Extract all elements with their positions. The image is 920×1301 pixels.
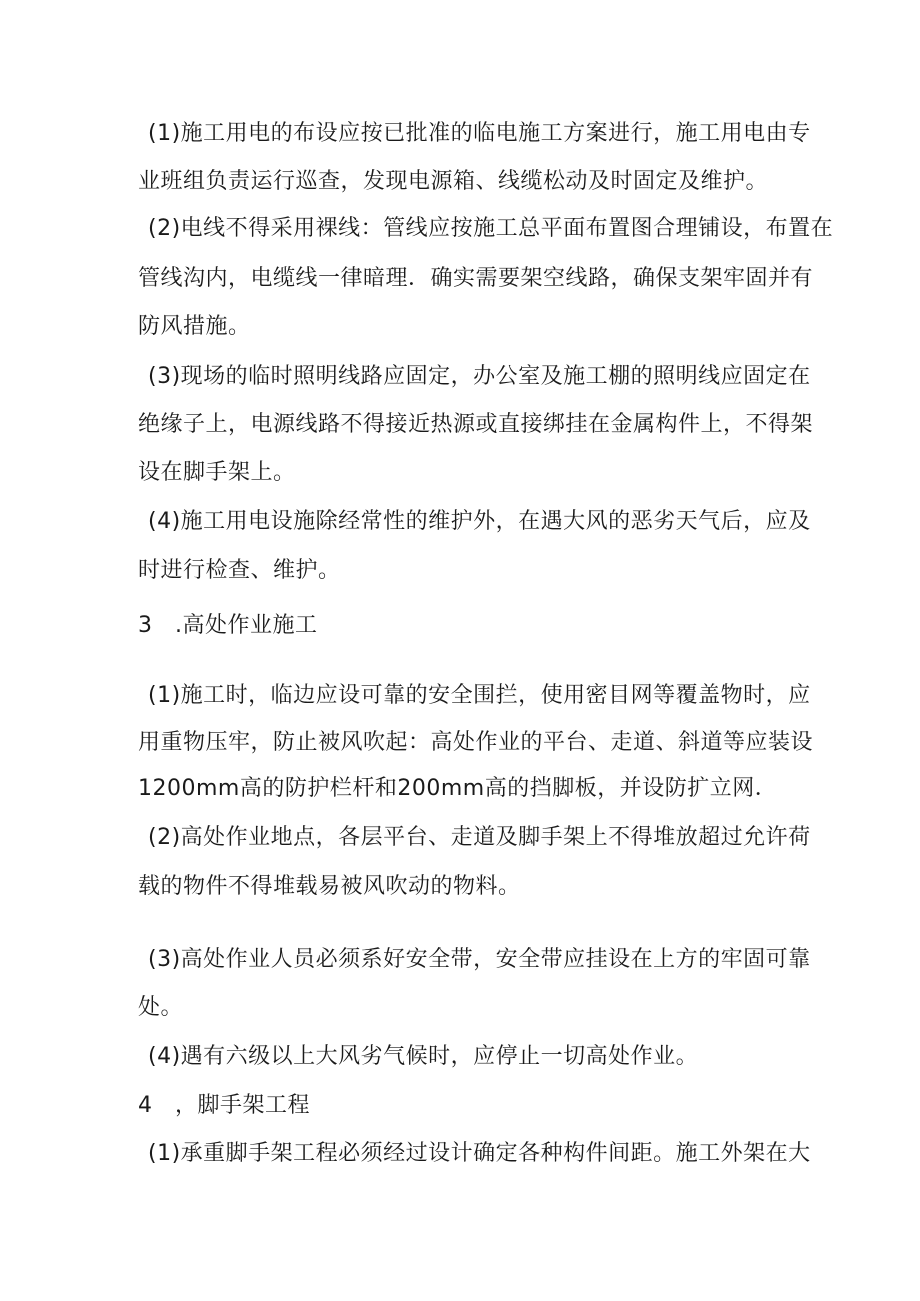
- paragraph-line: 绝缘子上，电源线路不得接近热源或直接绑挂在金属构件上，不得架: [138, 412, 814, 437]
- paragraph-line: 设在脚手架上。: [138, 460, 296, 485]
- paragraph-line: 载的物件不得堆载易被风吹动的物料。: [138, 874, 521, 899]
- paragraph-line: 处。: [138, 995, 184, 1020]
- paragraph-line: 1200mm高的防护栏杆和200mm高的挡脚板，并设防扩立网．: [138, 776, 778, 801]
- section-heading: 4 ，脚手架工程: [138, 1093, 310, 1118]
- paragraph-line: 用重物压牢，防止被风吹起：高处作业的平台、走道、斜道等应装设: [138, 730, 814, 755]
- paragraph-line: (4)施工用电设施除经常性的维护外，在遇大风的恶劣天气后，应及: [148, 509, 811, 534]
- paragraph-line: (2)高处作业地点，各层平台、走道及脚手架上不得堆放超过允许荷: [148, 825, 811, 850]
- paragraph-line: 时进行检查、维护。: [138, 558, 341, 583]
- paragraph-line: (4)遇有六级以上大风劣气候时，应停止一切高处作业。: [148, 1044, 699, 1069]
- paragraph-line: (1)施工用电的布设应按已批准的临电施工方案进行，施工用电由专: [148, 121, 811, 146]
- paragraph-line: 业班组负责运行巡查，发现电源箱、线缆松动及时固定及维护。: [138, 169, 769, 194]
- section-heading: 3 .高处作业施工: [138, 613, 318, 638]
- paragraph-line: (1)施工时，临边应设可靠的安全围拦，使用密目网等覆盖物时，应: [148, 683, 811, 708]
- paragraph-line: (3)高处作业人员必须系好安全带，安全带应挂设在上方的牢固可靠: [148, 947, 811, 972]
- paragraph-line: 防风措施。: [138, 314, 251, 339]
- paragraph-line: (2)电线不得采用裸线：管线应按施工总平面布置图合理铺设，布置在: [148, 216, 834, 241]
- paragraph-line: (3)现场的临时照明线路应固定，办公室及施工棚的照明线应固定在: [148, 364, 811, 389]
- paragraph-line: (1)承重脚手架工程必须经过设计确定各种构件间距。施工外架在大: [148, 1141, 811, 1166]
- paragraph-line: 管线沟内，电缆线一律暗理．确实需要架空线路，确保支架牢固并有: [138, 266, 814, 291]
